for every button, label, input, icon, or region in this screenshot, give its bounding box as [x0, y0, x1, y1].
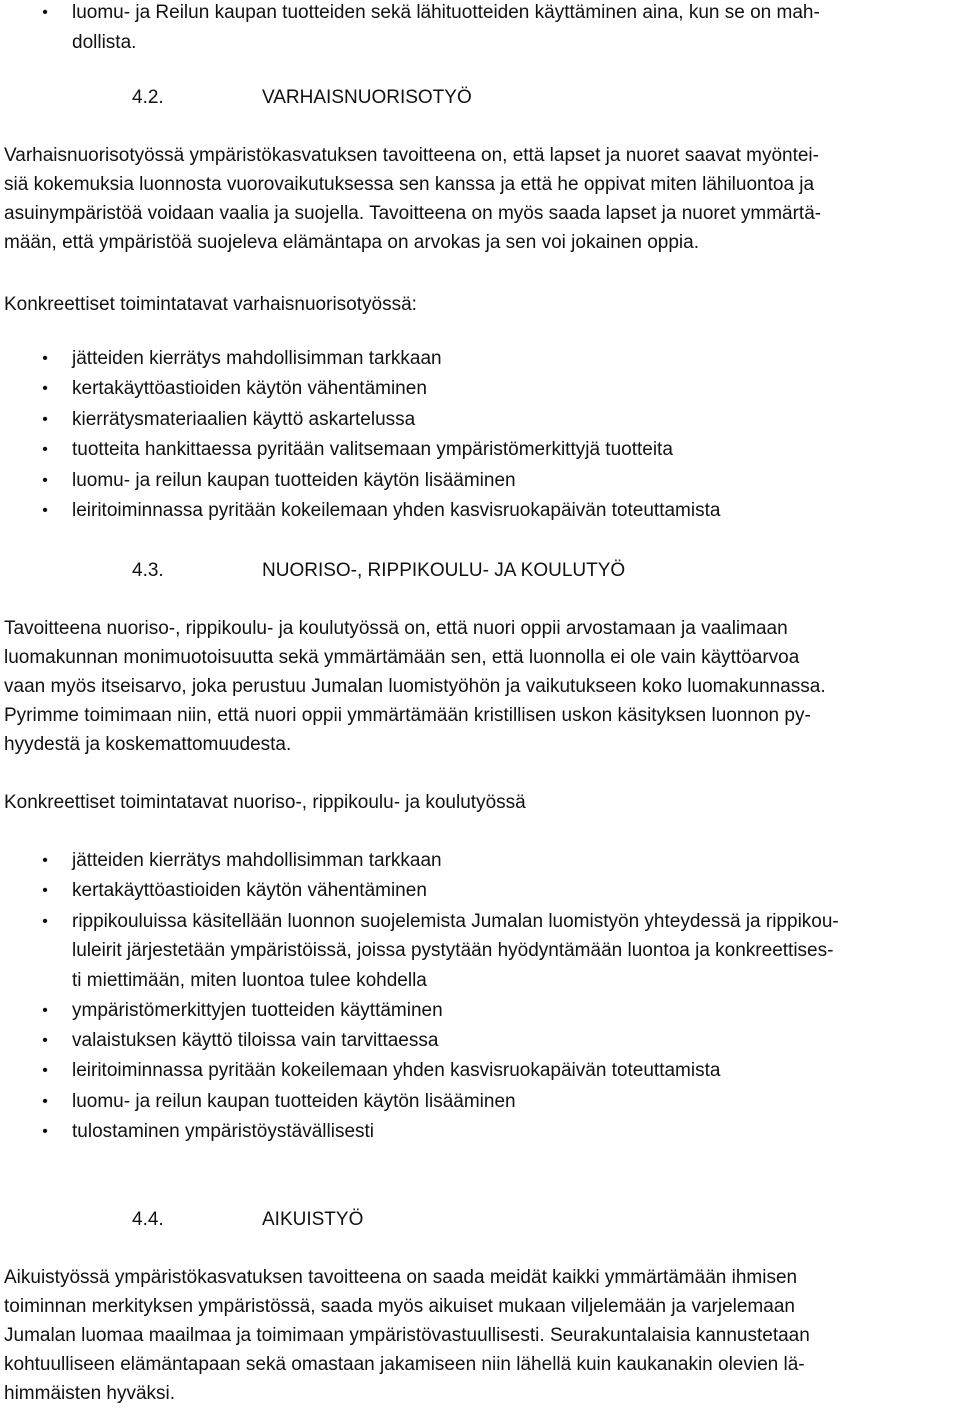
section-number: 4.3. [132, 560, 164, 581]
list-item-text: kierrätysmateriaalien käyttö askartelussa [72, 408, 416, 430]
list-item-text: leiritoiminnassa pyritään kokeilemaan yhden kasvisruokapäivän toteuttamista [72, 499, 721, 521]
list-item-text: kertakäyttöastioiden käytön vähentäminen [72, 880, 427, 902]
section-title: NUORISO-, RIPPIKOULU- JA KOULUTYÖ [262, 560, 626, 581]
list-item-text: luomu- ja reilun kaupan tuotteiden käytön lisääminen [72, 1090, 516, 1112]
list-item-text: tuotteita hankittaessa pyritään valitsemaan ympäristömerkittyjä tuotteita [72, 439, 673, 461]
section-number: 4.4. [132, 1209, 164, 1230]
list-item-text: luomu- ja reilun kaupan tuotteiden käytön lisääminen [72, 469, 516, 491]
section-title: VARHAISNUORISOTYÖ [262, 87, 472, 108]
bullet-icon: • [42, 1001, 48, 1019]
list-item [0, 405, 960, 435]
bullet-icon: • [42, 1123, 48, 1141]
list-item [0, 435, 960, 465]
list-item [0, 846, 960, 876]
list-item-text: ympäristömerkittyjen tuotteiden käyttäminen [72, 999, 443, 1021]
bullet-icon: • [42, 912, 48, 930]
list-item [0, 1117, 960, 1147]
list-item [0, 1056, 960, 1086]
section-4-3-list-intro: Konkreettiset toimintatavat nuoriso-, rippikoulu- ja koulutyössä [4, 792, 526, 813]
section-4-4-paragraph: Aikuistyössä ympäristökasvatuksen tavoitteena on saada meidät kaikki ymmärtämään ihmisen toiminnan merkityksen ympäristössä, saada myös aikuiset mukaan viljelemään ja varjelemaan Jumalan luomaa maailmaa ja toimimaan ympäristövastuullisesti. Seurakuntalaisia kannustetaan kohtuulliseen elämäntapaan sekä omastaan jakamiseen niin lähellä kuin kaukanakin olevien lä- himmäisten hyväksi. [4, 1267, 810, 1404]
list-item [0, 1026, 960, 1056]
bullet-icon: • [42, 1062, 48, 1080]
bullet-icon: • [42, 4, 48, 21]
section-4-3-paragraph: Tavoitteena nuoriso-, rippikoulu- ja koulutyössä on, että nuori oppii arvostamaan ja vaalimaan luomakunnan monimuotoisuutta sekä ymmärtämään sen, että luonnolla ei ole vain käyttöarvoa vaan myös itseisarvo, joka perustuu Jumalan luomistyöhön ja vaikutukseen koko luomakunnassa. Pyrimme toimimaan niin, että nuori oppii ymmärtämään kristillisen uskon käsityksen luonnon py- hyydestä ja koskemattomuudesta. [4, 618, 826, 755]
list-item-text: rippikouluissa käsitellään luonnon suojelemista Jumalan luomistyön yhteydessä ja rippikou- luleirit järjestetään ympäristöissä, joissa pystytään hyödyntämään luontoa ja konkreettises- ti miettimään, miten luontoa tulee kohdella [72, 910, 839, 991]
bullet-icon: • [42, 852, 48, 869]
bullet-icon: • [42, 501, 48, 519]
bullet-icon: • [42, 380, 48, 398]
list-item [0, 1087, 960, 1117]
list-item [0, 496, 960, 526]
section-heading-4-3 [0, 556, 960, 586]
bullet-icon: • [42, 1092, 48, 1110]
list-item [0, 907, 960, 996]
bullet-icon: • [42, 350, 48, 367]
bullet-icon: • [42, 441, 48, 459]
section-4-2-list-intro: Konkreettiset toimintatavat varhaisnuorisotyössä: [4, 294, 417, 315]
list-item [0, 344, 960, 374]
list-item [0, 996, 960, 1026]
list-item-text: valaistuksen käyttö tiloissa vain tarvittaessa [72, 1029, 439, 1051]
list-item-text: jätteiden kierrätys mahdollisimman tarkkaan [72, 348, 442, 369]
list-item-text: kertakäyttöastioiden käytön vähentäminen [72, 378, 427, 400]
list-item [0, 876, 960, 906]
bullet-icon: • [42, 410, 48, 428]
list-item [0, 0, 960, 57]
list-item [0, 374, 960, 404]
bullet-icon: • [42, 471, 48, 489]
section-4-2-paragraph: Varhaisnuorisotyössä ympäristökasvatuksen tavoitteena on, että lapset ja nuoret saavat myöntei- siä kokemuksia luonnosta vuorovaikutuksessa sen kanssa ja että he oppivat miten lähiluontoa ja asuinympäristöä voidaan vaalia ja suojella. Tavoitteena on myös saada lapset ja nuoret ymmärtä- mään, että ympäristöä suojeleva elämäntapa on arvokas ja sen voi jokainen oppia. [4, 145, 822, 253]
bullet-icon: • [42, 882, 48, 900]
section-4-3-bullet-list [0, 846, 960, 1148]
section-number: 4.2. [132, 87, 164, 108]
section-heading-4-2 [0, 83, 960, 113]
section-title: AIKUISTYÖ [262, 1209, 364, 1230]
list-item-text: leiritoiminnassa pyritään kokeilemaan yhden kasvisruokapäivän toteuttamista [72, 1060, 721, 1082]
list-item-text: tulostaminen ympäristöystävällisesti [72, 1121, 375, 1143]
section-heading-4-4 [0, 1205, 960, 1235]
list-item-text: jätteiden kierrätys mahdollisimman tarkkaan [72, 850, 442, 871]
list-item [0, 466, 960, 496]
bullet-icon: • [42, 1031, 48, 1049]
section-4-2-bullet-list [0, 344, 960, 526]
list-item-text: luomu- ja Reilun kaupan tuotteiden sekä lähituotteiden käyttäminen aina, kun se on mah- dollista. [72, 2, 820, 53]
bullet-list-top [0, 0, 960, 57]
